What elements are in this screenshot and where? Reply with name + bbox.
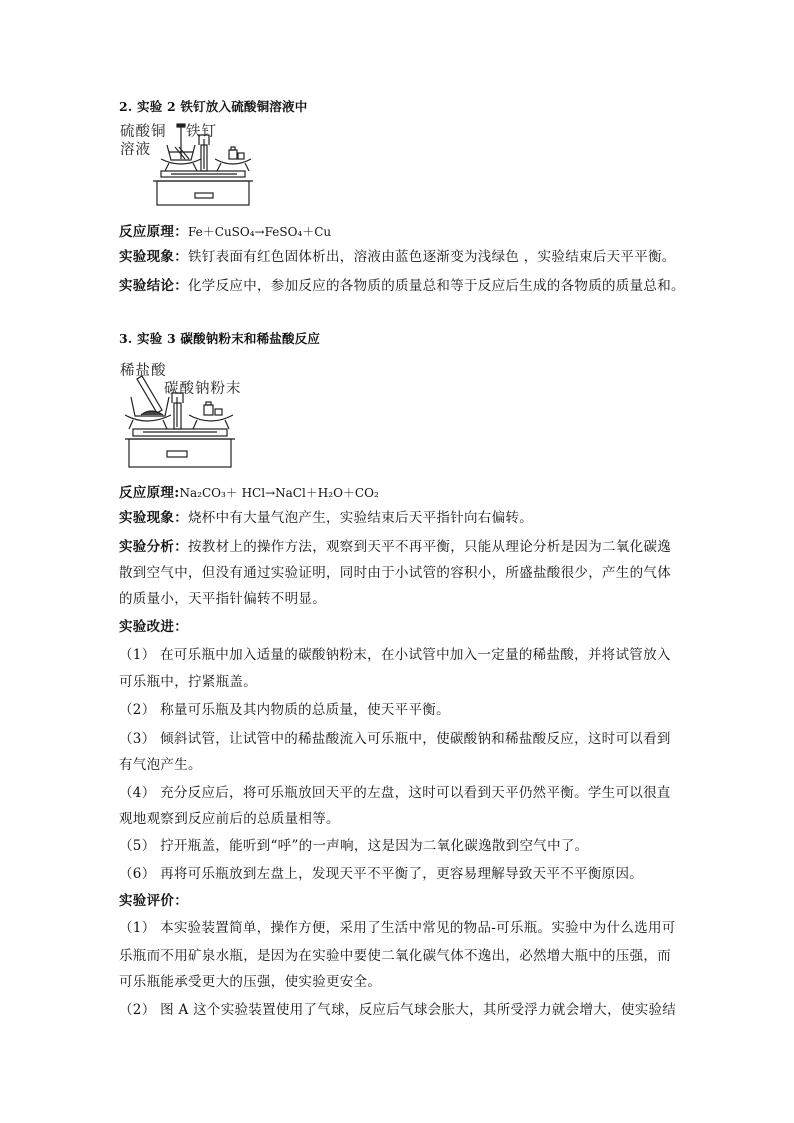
principle-label: 反应原理: bbox=[119, 485, 180, 501]
analysis-line-3: 的质量小，天平指针偏转不明显。 bbox=[119, 591, 326, 607]
section-3-heading: 3. 实验 3 碳酸钠粉末和稀盐酸反应 bbox=[119, 331, 321, 346]
conclusion-label: 实验结论： bbox=[119, 278, 188, 294]
improvement-line-5: 有气泡产生。 bbox=[119, 757, 202, 773]
section-2-phenomenon bbox=[119, 245, 676, 265]
analysis-label: 实验分析： bbox=[119, 539, 188, 555]
phenomenon-label: 实验现象： bbox=[119, 249, 188, 265]
figure-label-copper-sulfate: 硫酸铜 bbox=[120, 124, 167, 140]
improvement-line-8: （5） 拧开瓶盖，能听到“呼”的一声响，这是因为二氧化碳逸散到空气中了。 bbox=[119, 838, 589, 854]
section-3-phenomenon bbox=[119, 506, 533, 526]
section-3-principle bbox=[119, 481, 379, 501]
evaluation-line-1: （1） 本实验装置简单，操作方便，采用了生活中常见的物品-可乐瓶。实验中为什么选用可 bbox=[119, 920, 676, 936]
analysis-text: 按教材上的操作方法，观察到天平不再平衡，只能从理论分析是因为二氧化碳逸 bbox=[188, 539, 671, 555]
improvement-line-4: （3） 倾斜试管，让试管中的稀盐酸流入可乐瓶中，使碳酸钠和稀盐酸反应，这时可以看到 bbox=[119, 731, 671, 747]
improvement-line-3: （2） 称量可乐瓶及其内物质的总质量，使天平平衡。 bbox=[119, 702, 450, 718]
figure-label-dilute-hcl: 稀盐酸 bbox=[120, 363, 167, 379]
phenomenon-label: 实验现象： bbox=[119, 510, 188, 526]
improvement-line-2: 可乐瓶中，拧紧瓶盖。 bbox=[119, 674, 257, 690]
section-2-principle bbox=[119, 220, 331, 240]
figure-label-solution: 溶液 bbox=[120, 142, 151, 158]
evaluation-line-3: 可乐瓶能承受更大的压强，使实验更安全。 bbox=[119, 974, 382, 990]
section-2-heading: 2. 实验 2 铁钉放入硫酸铜溶液中 bbox=[119, 99, 308, 114]
phenomenon-text: 烧杯中有大量气泡产生，实验结束后天平指针向右偏转。 bbox=[188, 510, 533, 526]
principle-equation: Na₂CO₃＋ HCl→NaCl＋H₂O＋CO₂ bbox=[179, 486, 379, 500]
principle-equation: Fe＋CuSO₄→FeSO₄＋Cu bbox=[188, 225, 332, 239]
conclusion-text: 化学反应中，参加反应的各物质的质量总和等于反应后生成的各物质的质量总和。 bbox=[188, 278, 685, 294]
principle-label: 反应原理： bbox=[119, 224, 188, 240]
figure-label-iron-nail: 铁钉 bbox=[186, 124, 217, 140]
phenomenon-text: 铁钉表面有红色固体析出，溶液由蓝色逐渐变为浅绿色 ，实验结束后天平平衡。 bbox=[188, 249, 676, 265]
analysis-line-2: 散到空气中，但没有通过实验证明，同时由于小试管的容积小，所盛盐酸很少，产生的气体 bbox=[119, 565, 671, 581]
evaluation-line-2: 乐瓶而不用矿泉水瓶，是因为在实验中要使二氧化碳气体不逸出，必然增大瓶中的压强，而 bbox=[119, 948, 671, 964]
improvement-line-6: （4） 充分反应后，将可乐瓶放回天平的左盘，这时可以看到天平仍然平衡。学生可以很直 bbox=[119, 785, 671, 801]
improvement-line-7: 观地观察到反应前后的总质量相等。 bbox=[119, 811, 340, 827]
analysis-line-1 bbox=[119, 535, 671, 555]
improvement-line-9: （6） 再将可乐瓶放到左盘上，发现天平不平衡了，更容易理解导致天平不平衡原因。 bbox=[119, 866, 644, 882]
improvement-label: 实验改进： bbox=[119, 619, 188, 635]
evaluation-line-4: （2） 图 A 这个实验装置使用了气球，反应后气球会胀大，其所受浮力就会增大，使实验结 bbox=[119, 1002, 677, 1018]
improvement-line-1: （1） 在可乐瓶中加入适量的碳酸钠粉末，在小试管中加入一定量的稀盐酸，并将试管放入 bbox=[119, 647, 671, 663]
section-2-conclusion bbox=[119, 274, 685, 294]
figure-label-sodium-carbonate-powder: 碳酸钠粉末 bbox=[164, 381, 242, 397]
evaluation-label: 实验评价： bbox=[119, 893, 188, 909]
